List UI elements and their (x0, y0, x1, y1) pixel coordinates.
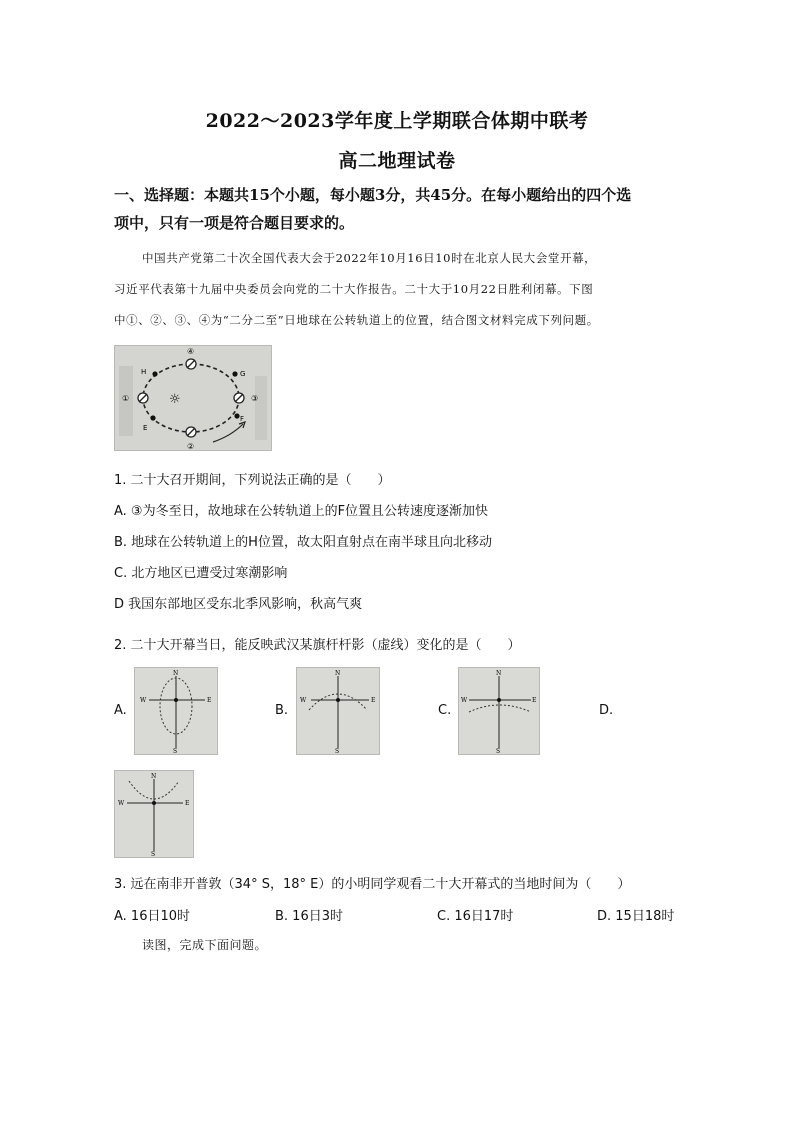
label-2: ② (187, 442, 195, 450)
q2-option-d-figure[interactable] (114, 770, 194, 858)
q2-option-c-label[interactable]: C. (438, 703, 452, 718)
label-3: ③ (251, 394, 259, 403)
q1-option-b[interactable]: B. 地球在公转轨道上的H位置，故太阳直射点在南半球且向北移动 (114, 535, 492, 550)
q1-option-c[interactable]: C. 北方地区已遭受过寒潮影响 (114, 566, 288, 581)
q2-option-d-label[interactable]: D. (599, 703, 614, 718)
section-instruction-line1: 一、选择题：本题共15个小题，每小题3分，共45分。在每小题给出的四个选 (114, 186, 632, 204)
compass-s: S (496, 748, 501, 754)
intro-line3: 中①、②、③、④为“二分二至”日地球在公转轨道上的位置，结合图文材料完成下列问题。 (114, 313, 599, 327)
q2-option-a-figure[interactable] (134, 667, 218, 755)
label-G: G (240, 370, 246, 378)
compass-w: W (140, 697, 147, 704)
compass-s: S (335, 748, 340, 754)
section-instruction-line2: 项中，只有一项是符合题目要求的。 (114, 214, 355, 232)
q1-option-d[interactable]: D 我国东部地区受东北季风影响，秋高气爽 (114, 597, 363, 612)
q3-option-c[interactable]: C. 16日17时 (437, 909, 514, 924)
compass-s: S (173, 748, 178, 754)
q2-stem: 2. 二十大开幕当日，能反映武汉某旗杆杆影（虚线）变化的是（ ） (114, 638, 521, 653)
compass-w: W (118, 800, 125, 807)
compass-e: E (371, 697, 376, 704)
compass-w: W (461, 697, 468, 704)
compass-e: E (185, 800, 190, 807)
intro-line1: 中国共产党第二十次全国代表大会于2022年10月16日10时在北京人民大会堂开幕， (142, 251, 597, 265)
compass-s: S (151, 851, 156, 857)
q1-stem: 1. 二十大召开期间，下列说法正确的是（ ） (114, 473, 391, 488)
compass-n: N (496, 670, 502, 677)
compass-n: N (173, 670, 179, 677)
exam-title: 2022～2023学年度上学期联合体期中联考 (205, 110, 589, 132)
label-E: E (143, 424, 148, 432)
label-4: ④ (187, 347, 195, 356)
compass-n: N (151, 773, 157, 780)
orbit-figure (114, 345, 272, 451)
q3-option-b[interactable]: B. 16日3时 (275, 909, 343, 924)
q1-option-a[interactable]: A. ③为冬至日，故地球在公转轨道上的F位置且公转速度逐渐加快 (114, 504, 489, 519)
q3-option-a[interactable]: A. 16日10时 (114, 909, 191, 924)
q2-option-b-label[interactable]: B. (275, 703, 289, 718)
q3-stem: 3. 远在南非开普敦（34° S，18° E）的小明同学观看二十大开幕式的当地时间为（ ） (114, 877, 631, 892)
exam-subtitle: 高二地理试卷 (338, 150, 456, 172)
label-H: H (141, 368, 147, 376)
compass-e: E (207, 697, 212, 704)
orbit-diagram (115, 346, 271, 450)
footer-note: 读图，完成下面问题。 (142, 938, 268, 952)
q2-option-a-label[interactable]: A. (114, 703, 127, 718)
intro-line2: 习近平代表第十九届中央委员会向党的二十大作报告。二十大于10月22日胜利闭幕。下图 (114, 282, 594, 296)
compass-e: E (532, 697, 537, 704)
intro-paragraph (114, 243, 694, 336)
compass-w: W (300, 697, 307, 704)
q3-option-d[interactable]: D. 15日18时 (597, 909, 675, 924)
label-1: ① (122, 394, 130, 403)
q2-option-b-figure[interactable] (296, 667, 380, 755)
q2-option-c-figure[interactable] (458, 667, 540, 755)
label-F: F (240, 415, 245, 423)
sun-icon: ☼ (169, 392, 181, 407)
compass-n: N (335, 670, 341, 677)
section-instruction (114, 181, 694, 237)
